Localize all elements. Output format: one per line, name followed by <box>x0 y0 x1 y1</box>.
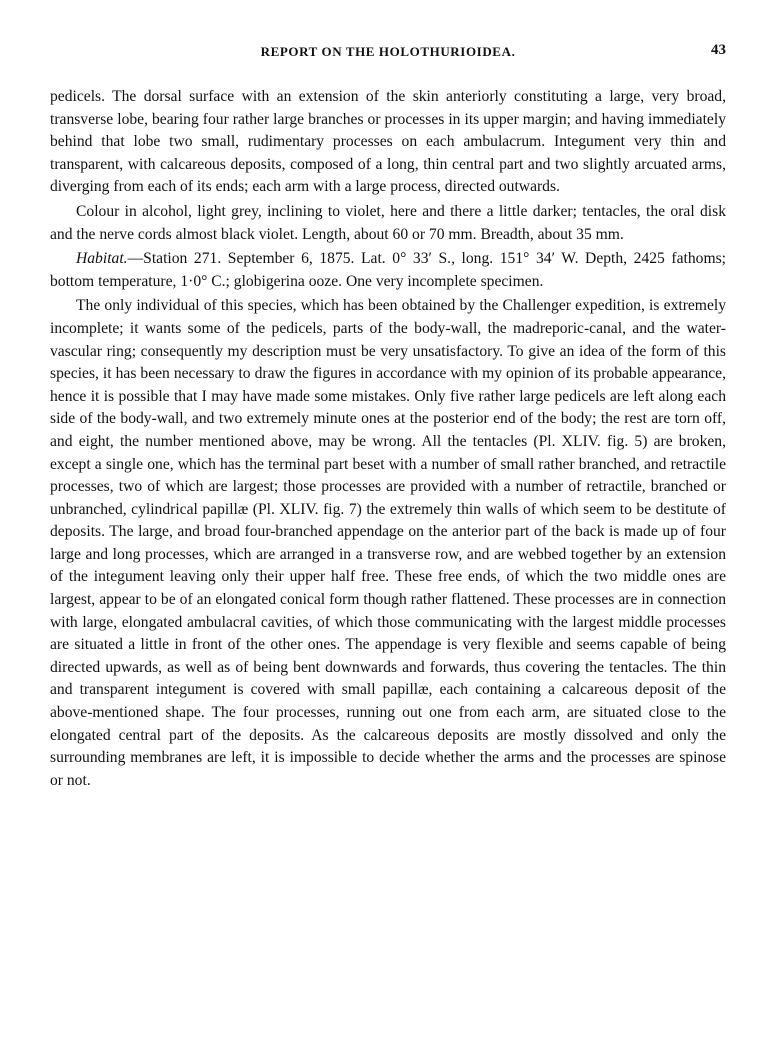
running-header <box>50 44 726 66</box>
habitat-label: Habitat. <box>76 250 128 268</box>
habitat-text: —Station 271. September 6, 1875. Lat. 0° 33′ S., long. 151° 34′ W. Depth, 2425 fathoms; bottom temperature, 1·0° C.; globigerina ooze. One very incomplete specimen. <box>50 250 726 290</box>
paragraph-habitat <box>50 248 726 293</box>
page-number: 43 <box>711 42 726 58</box>
header-title: REPORT ON THE HOLOTHURIOIDEA. <box>260 44 516 59</box>
paragraph-description-continued: pedicels. The dorsal surface with an extension of the skin anteriorly constituting a large, very broad, transverse lobe, bearing four rather large branches or processes in its upper margin; and having immediately behind that lobe two small, rudimentary processes on each ambulacrum. Integument very thin and transparent, with calcareous deposits, composed of a long, thin central part and two slightly arcuated arms, diverging from each of its ends; each arm with a large process, directed outwards. <box>50 88 726 196</box>
paragraph-colour: Colour in alcohol, light grey, inclining to violet, here and there a little darker; tentacles, the oral disk and the nerve cords almost black violet. Length, about 60 or 70 mm. Breadth, about 35 mm. <box>50 202 726 243</box>
body-text <box>50 86 726 794</box>
paragraph-remarks: The only individual of this species, which has been obtained by the Challenger expedition, is extremely incomplete; it wants some of the pedicels, parts of the body-wall, the madreporic-canal, and the water-vascular ring; consequently my description must be very unsatisfactory. To give an idea of the form of this species, it has been necessary to draw the figures in accordance with my opinion of its probable appearance, hence it is possible that I may have made some mistakes. Only five rather large pedicels are left along each side of the body-wall, and two extremely minute ones at the posterior end of the body; the rest are torn off, and eight, the number mentioned above, may be wrong. All the tentacles (Pl. XLIV. fig. 5) are broken, except a single one, which has the terminal part beset with a number of small rather branched, and retractile processes, two of which are largest; those processes are provided with a number of retractile, branched or unbranched, cylindrical papillæ (Pl. XLIV. fig. 7) the extremely thin walls of which seem to be destitute of deposits. The large, and broad four-branched appendage on the anterior part of the back is made up of four large and long processes, which are arranged in a transverse row, and are webbed together by an extension of the integument leaving only their upper half free. These free ends, of which the two middle ones are largest, appear to be of an elongated conical form though rather flattened. These processes are in connection with large, elongated ambulacral cavities, of which those communicating with the largest middle processes are situated a little in front of the other ones. The appendage is very flexible and seems capable of being directed upwards, as well as of being bent downwards and forwards, thus covering the tentacles. The thin and transparent integument is covered with small papillæ, each containing a calcareous deposit of the above-mentioned shape. The four processes, running out one from each arm, are situated close to the elongated central part of the deposits. As the calcareous deposits are mostly dissolved and only the surrounding membranes are left, it is impossible to decide whether the arms and the processes are spinose or not. <box>50 297 726 789</box>
